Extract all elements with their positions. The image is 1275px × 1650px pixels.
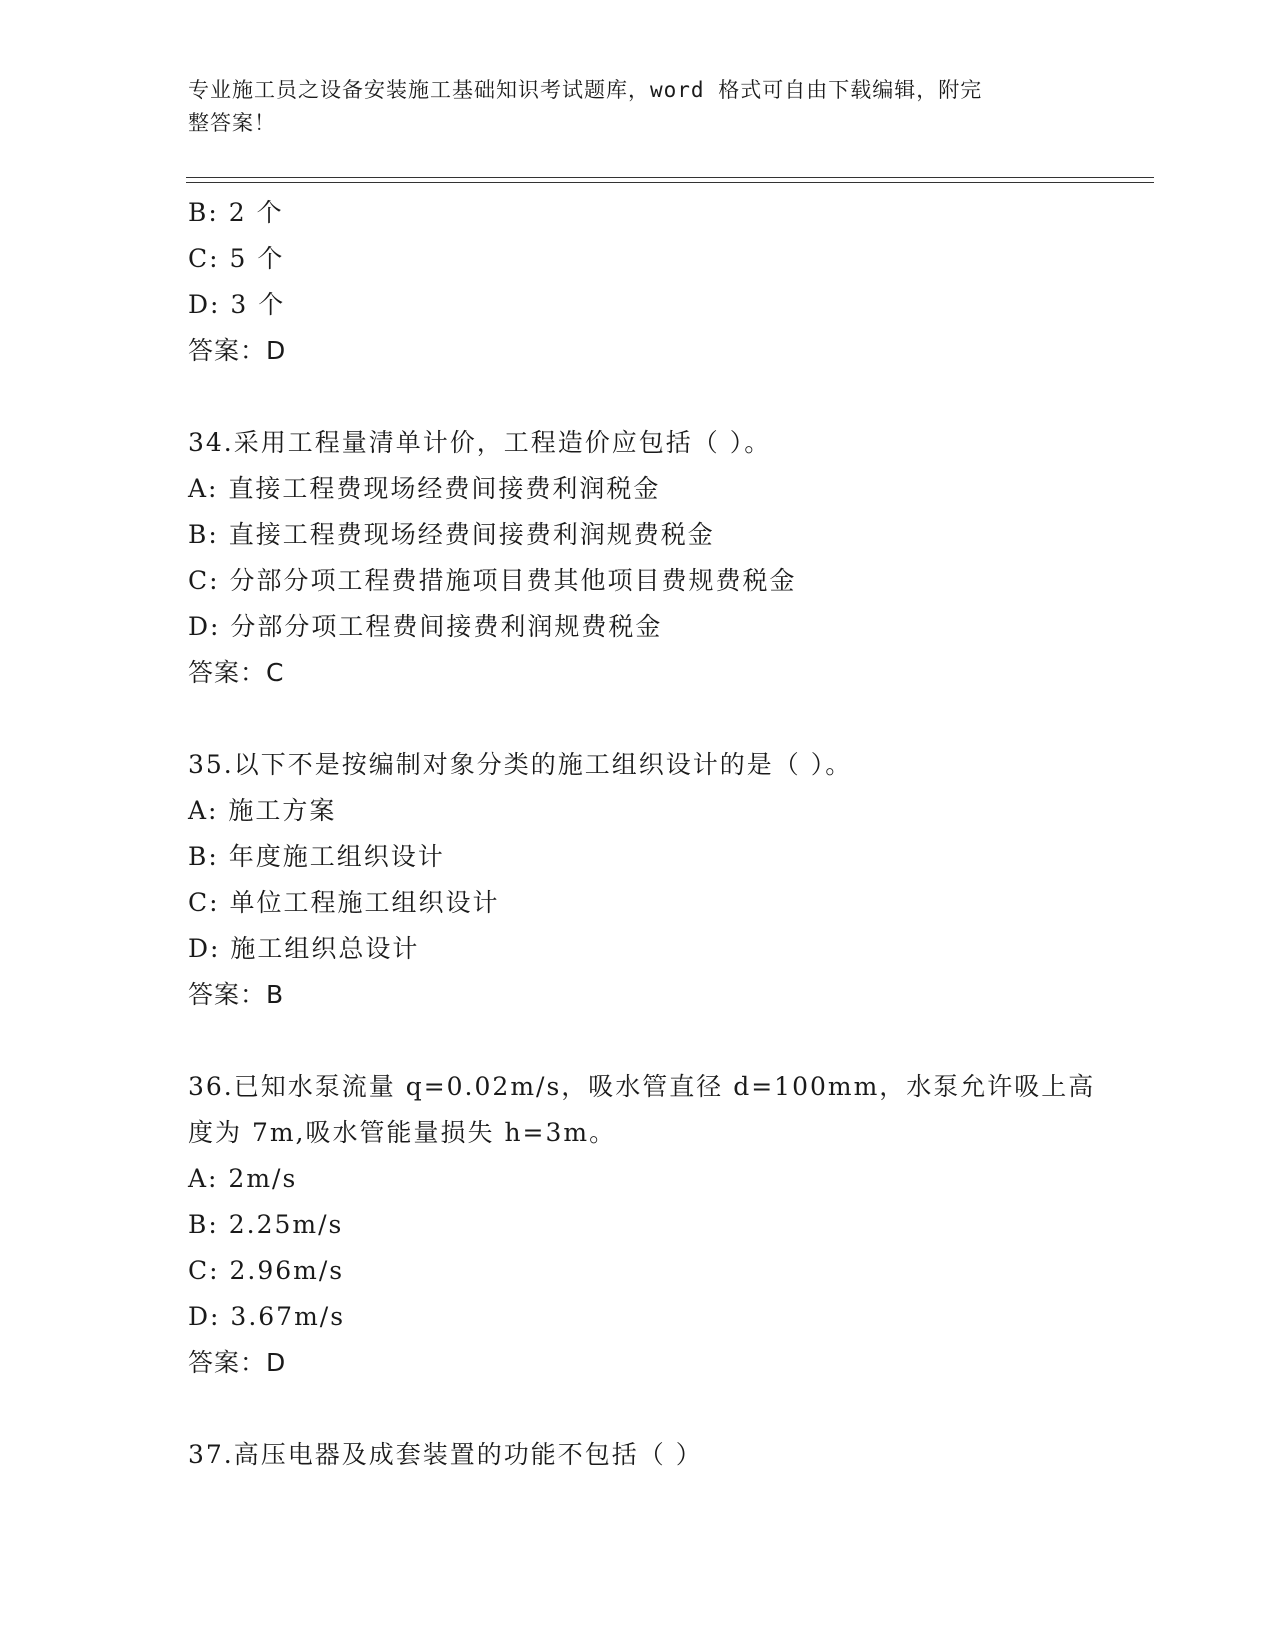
option-a: A: 直接工程费现场经费间接费利润税金	[188, 474, 661, 503]
question-35	[188, 742, 1148, 1018]
header-line-2: 整答案！	[188, 111, 276, 135]
option-d: D: 3 个	[188, 290, 286, 319]
option-b: B: 年度施工组织设计	[188, 842, 445, 871]
option-c: C: 5 个	[188, 244, 285, 273]
option-c: C: 单位工程施工组织设计	[188, 888, 500, 917]
header-line-1: 专业施工员之设备安装施工基础知识考试题库，word 格式可自由下载编辑，附完	[188, 78, 983, 102]
option-b: B: 2 个	[188, 198, 284, 227]
question-text: 37.高压电器及成套装置的功能不包括（ ）	[188, 1440, 703, 1469]
option-a: A: 2m/s	[188, 1164, 298, 1193]
option-d: D: 分部分项工程费间接费利润规费税金	[188, 612, 663, 641]
question-text: 34.采用工程量清单计价，工程造价应包括（ ）。	[188, 428, 772, 457]
document-header	[188, 74, 1088, 140]
option-b: B: 直接工程费现场经费间接费利润规费税金	[188, 520, 715, 549]
header-divider-top	[186, 177, 1154, 178]
spacer	[188, 696, 1148, 742]
answer-label: 答案：D	[188, 1348, 287, 1377]
option-d: D: 施工组织总设计	[188, 934, 420, 963]
question-text: 35.以下不是按编制对象分类的施工组织设计的是（ ）。	[188, 750, 853, 779]
question-36	[188, 1064, 1148, 1386]
option-c: C: 2.96m/s	[188, 1256, 345, 1285]
question-37	[188, 1432, 1148, 1478]
option-c: C: 分部分项工程费措施项目费其他项目费规费税金	[188, 566, 797, 595]
option-d: D: 3.67m/s	[188, 1302, 346, 1331]
question-text-line-2: 度为 7m,吸水管能量损失 h=3m。	[188, 1118, 617, 1147]
spacer	[188, 374, 1148, 420]
answer-label: 答案：C	[188, 658, 285, 687]
option-a: A: 施工方案	[188, 796, 337, 825]
question-34	[188, 420, 1148, 696]
option-b: B: 2.25m/s	[188, 1210, 344, 1239]
question-text-line-1: 36.已知水泵流量 q=0.02m/s，吸水管直径 d=100mm，水泵允许吸上高	[188, 1072, 1096, 1101]
question-list	[188, 190, 1148, 1478]
spacer	[188, 1018, 1148, 1064]
answer-label: 答案：D	[188, 336, 287, 365]
spacer	[188, 1386, 1148, 1432]
header-divider-bottom	[186, 182, 1154, 183]
question-33	[188, 190, 1148, 374]
answer-label: 答案：B	[188, 980, 285, 1009]
